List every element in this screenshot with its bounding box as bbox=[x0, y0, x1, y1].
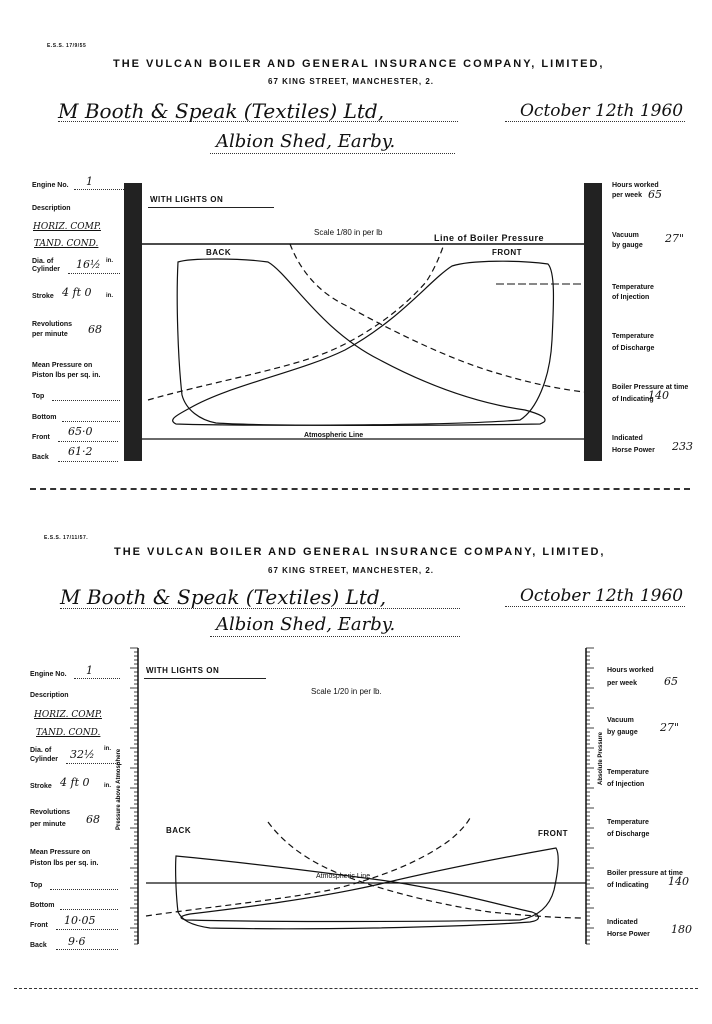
company-address: 67 KING STREET, MANCHESTER, 2. bbox=[268, 77, 435, 86]
description-line-2: TAND. COND. bbox=[36, 728, 101, 738]
right-axis-label: Absolute Pressure bbox=[598, 731, 604, 785]
front-end-label: FRONT bbox=[538, 829, 569, 838]
hours-label-1: Hours worked bbox=[612, 182, 659, 189]
description-line-1: HORIZ. COMP. bbox=[33, 222, 101, 232]
bottom-label: Bottom bbox=[32, 414, 57, 421]
boiler-pressure-value: 140 bbox=[648, 389, 669, 402]
dia-value: 16½ bbox=[76, 258, 101, 271]
mean-pressure-label-1: Mean Pressure on bbox=[30, 849, 91, 856]
front-label: Front bbox=[30, 922, 48, 929]
stroke-value: 4 ft 0 bbox=[62, 286, 92, 299]
bottom-label: Bottom bbox=[30, 902, 55, 909]
dia-label-2: Cylinder bbox=[32, 266, 61, 273]
engine-no-label: Engine No. bbox=[32, 182, 69, 189]
ihp-value: 233 bbox=[672, 440, 693, 453]
temp-discharge-label-1: Temperature bbox=[607, 819, 649, 826]
scale-text: Scale 1/80 in per lb bbox=[314, 228, 383, 237]
top-label: Top bbox=[32, 393, 45, 400]
company-address: 67 KING STREET, MANCHESTER, 2. bbox=[268, 566, 435, 575]
temp-discharge-label-2: of Discharge bbox=[612, 345, 655, 352]
description-line-1: HORIZ. COMP. bbox=[34, 710, 102, 720]
ihp-label-1: Indicated bbox=[612, 435, 643, 442]
revolutions-label-2: per minute bbox=[30, 821, 66, 828]
stroke-label: Stroke bbox=[32, 293, 54, 300]
temp-injection-label-1: Temperature bbox=[607, 769, 649, 776]
vacuum-label-2: by gauge bbox=[612, 242, 643, 249]
boiler-pressure-label-2: of Indicating bbox=[607, 882, 649, 889]
boiler-pressure-line-label: Line of Boiler Pressure bbox=[434, 233, 545, 243]
back-mep-value: 61·2 bbox=[68, 445, 93, 458]
ihp-label-2: Horse Power bbox=[607, 931, 650, 938]
site-name: Albion Shed, Earby. bbox=[216, 614, 396, 635]
description-line-2: TAND. COND. bbox=[34, 239, 99, 249]
vacuum-label-2: by gauge bbox=[607, 729, 638, 736]
mean-pressure-label-2: Piston lbs per sq. in. bbox=[30, 860, 99, 867]
stroke-unit: in. bbox=[104, 783, 111, 789]
hours-value: 65 bbox=[664, 675, 678, 688]
company-name: THE VULCAN BOILER AND GENERAL INSURANCE COMPANY, LIMITED, bbox=[114, 546, 606, 558]
vacuum-label-1: Vacuum bbox=[612, 232, 639, 239]
site-name: Albion Shed, Earby. bbox=[216, 131, 396, 152]
boiler-pressure-label-2: of Indicating bbox=[612, 396, 654, 403]
dia-label-1: Dia. of bbox=[30, 747, 52, 754]
temp-injection-label-2: of Injection bbox=[612, 294, 650, 301]
boiler-pressure-label-1: Boiler pressure at time bbox=[607, 870, 683, 877]
client-name: M Booth & Speak (Textiles) Ltd, bbox=[60, 585, 387, 609]
temp-discharge-label-2: of Discharge bbox=[607, 831, 650, 838]
left-axis-label: Pressure above Atmosphere bbox=[116, 748, 122, 830]
ihp-label-1: Indicated bbox=[607, 919, 638, 926]
revolutions-value: 68 bbox=[88, 323, 102, 336]
boiler-pressure-label-1: Boiler Pressure at time bbox=[612, 384, 689, 391]
chart-title: WITH LIGHTS ON bbox=[146, 666, 220, 675]
revolutions-value: 68 bbox=[86, 813, 100, 826]
stroke-unit: in. bbox=[106, 293, 113, 299]
indicator-date: October 12th 1960 bbox=[520, 101, 684, 121]
mean-pressure-label-2: Piston lbs per sq. in. bbox=[32, 372, 101, 379]
chart-title: WITH LIGHTS ON bbox=[150, 195, 224, 204]
stroke-value: 4 ft 0 bbox=[60, 776, 90, 789]
atmospheric-line-label: Atmospheric Line bbox=[304, 432, 364, 439]
ihp-value: 180 bbox=[671, 923, 692, 936]
dia-unit: in. bbox=[104, 746, 111, 752]
front-mep-value: 10·05 bbox=[64, 914, 96, 927]
vacuum-value: 27" bbox=[660, 721, 680, 734]
front-mep-value: 65·0 bbox=[68, 425, 93, 438]
front-label: Front bbox=[32, 434, 50, 441]
engine-no-label: Engine No. bbox=[30, 671, 67, 678]
temp-discharge-label-1: Temperature bbox=[612, 333, 654, 340]
temp-injection-label-2: of Injection bbox=[607, 781, 645, 788]
top-label: Top bbox=[30, 882, 43, 889]
revolutions-label-1: Revolutions bbox=[30, 809, 71, 816]
back-mep-value: 9·6 bbox=[68, 935, 86, 948]
back-label: Back bbox=[32, 454, 49, 461]
back-label: Back bbox=[30, 942, 47, 949]
indicator-date: October 12th 1960 bbox=[520, 586, 684, 606]
vacuum-value: 27" bbox=[665, 232, 685, 245]
temp-injection-label-1: Temperature bbox=[612, 284, 654, 291]
atmospheric-line-label: Atmospheric Line bbox=[316, 873, 371, 880]
boiler-pressure-value: 140 bbox=[668, 875, 689, 888]
left-pressure-scale bbox=[130, 648, 138, 944]
dia-unit: in. bbox=[106, 258, 113, 264]
hours-label-1: Hours worked bbox=[607, 667, 654, 674]
form-reference: E.S.S. 17/11/57. bbox=[44, 535, 89, 541]
revolutions-label-2: per minute bbox=[32, 331, 68, 338]
vacuum-label-1: Vacuum bbox=[607, 717, 634, 724]
hours-label-2: per week bbox=[612, 192, 642, 199]
company-name: THE VULCAN BOILER AND GENERAL INSURANCE COMPANY, LIMITED, bbox=[113, 58, 605, 70]
dia-value: 32½ bbox=[70, 748, 95, 761]
engine-no-value: 1 bbox=[86, 664, 93, 677]
back-end-label: BACK bbox=[206, 248, 232, 257]
ihp-label-2: Horse Power bbox=[612, 447, 655, 454]
front-end-label: FRONT bbox=[492, 248, 523, 257]
engine-no-value: 1 bbox=[86, 175, 93, 188]
scale-text: Scale 1/20 in per lb. bbox=[311, 687, 382, 696]
mean-pressure-label-1: Mean Pressure on bbox=[32, 362, 93, 369]
description-label: Description bbox=[30, 692, 69, 699]
stroke-label: Stroke bbox=[30, 783, 52, 790]
back-end-label: BACK bbox=[166, 826, 192, 835]
hours-label-2: per week bbox=[607, 680, 637, 687]
client-name: M Booth & Speak (Textiles) Ltd, bbox=[58, 99, 385, 123]
right-pressure-scale bbox=[586, 648, 594, 944]
hours-value: 65 bbox=[648, 188, 662, 201]
dia-label-2: Cylinder bbox=[30, 756, 59, 763]
dia-label-1: Dia. of bbox=[32, 258, 54, 265]
revolutions-label-1: Revolutions bbox=[32, 321, 73, 328]
description-label: Description bbox=[32, 205, 71, 212]
form-reference: E.S.S. 17/9/55 bbox=[47, 43, 87, 49]
